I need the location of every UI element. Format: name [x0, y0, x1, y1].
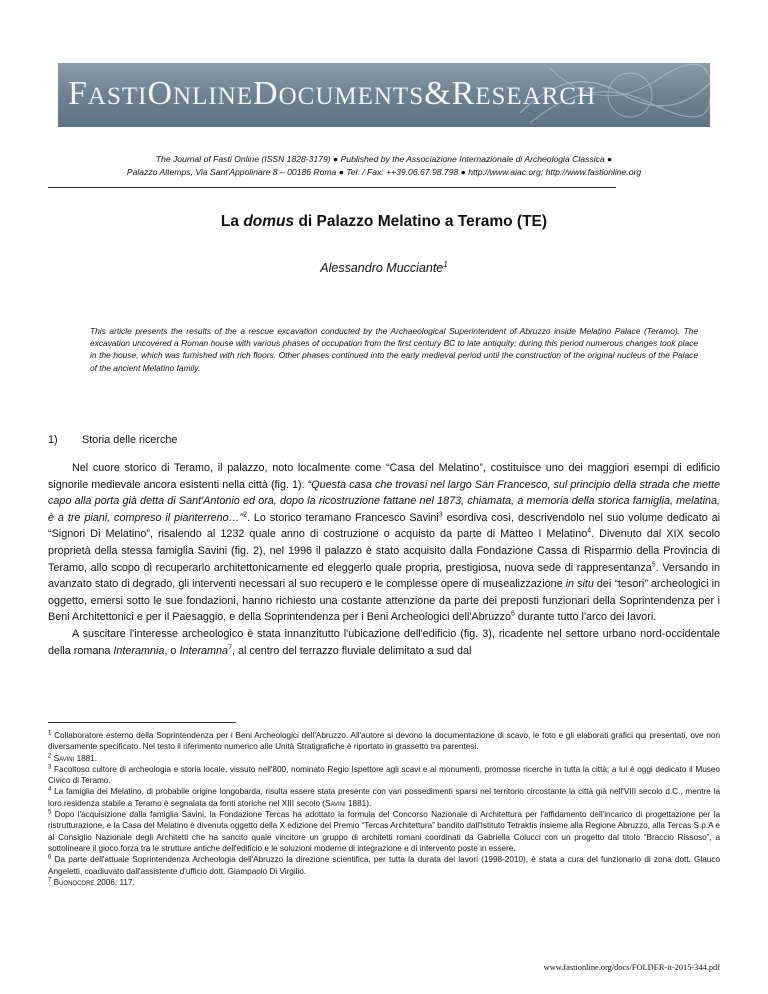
header-rule	[48, 187, 616, 188]
article-title: La domus di Palazzo Melatino a Teramo (TE)	[220, 213, 548, 230]
section-title: Storia delle ricerche	[82, 434, 178, 446]
footnote: $^6$ Da parte dell'attuale Soprintendenza Archeologia dell'Abruzzo la direzione scientifica, per tutta la durata dei lavori (1998-2010), è stata a cura del funzionario di zona dott. Glauco Angeletti, coadiuvato dall'assistente d'ufficio dott. Giampaolo Di Virgilio.	[48, 854, 721, 876]
footnote-ref[interactable]: 6	[511, 610, 515, 618]
journal-banner	[58, 63, 710, 127]
section-number: 1)	[48, 434, 58, 446]
footnote: $^3$ Facoltoso cultore di archeologia e storia locale, vissuto nell'800, nominato Regio Ispettore agli scavi e ai monumenti, promosse ricerche in tutta la città; a lui è oggi dedicato il Museo Civico di Teramo.	[48, 764, 720, 786]
footnote-ref[interactable]: 5	[651, 560, 656, 568]
footnote-ref[interactable]: 1	[443, 260, 448, 269]
body-text	[48, 460, 720, 659]
paragraph: Nel cuore storico di Teramo, il palazzo, noto localmente come “Casa del Melatino”, costituisce uno dei maggiori esempi di edificio signorile medievale ancora esistenti nella città (fig. 1). “Questa casa che trovasi nel largo San Francesco, sul principio della strada che mette capo alla porta già detta di Sant'Antonio ed ora, dopo la ricostruzione fattane nel 1873, chiamata, a memoria della storica famiglia, melatina, è a tre piani, compreso il pianterreno…”$^2$. Lo storico teramano Francesco Savini$^3$ esordiva così, descrivendolo nel suo volume dedicato ai “Signori Di Melatino”, risalendo al 1232 quale anno di costruzione o acquisto da parte di Matteo I Melatino$^4$. Divenuto dal XIX secolo proprietà della stessa famiglia Savini (fig. 2), nel 1996 il palazzo è stato acquisito dalla Fondazione Cassa di Risparmio della Provincia di Teramo, allo scopo di recuperarlo architettonicamente ed eleggerlo quale propria, prestigiosa, nuova sede di rappresentanza$^5$. Versando in avanzato stato di degrado, gli interventi necessari al suo recupero e le complesse opere di musealizzazione in situ dei “tesori” archeologici in oggetto, emersi sotto le sue fondazioni, hanno richiesto una costante attenzione da parte dei preposti funzionari della Soprintendenza per i Beni Architettonici e per il Paesaggio, e della Soprintendenza per i Beni Archeologici dell'Abruzzo$^6$ durante tutto l'arco dei lavori.	[48, 462, 721, 624]
journal-info	[40, 153, 728, 179]
footnote-ref[interactable]: 2	[243, 511, 247, 519]
article-author: Alessandro Mucciante$^1$	[320, 260, 448, 276]
footnote-rule	[48, 722, 236, 723]
footnotes	[48, 730, 720, 888]
journal-line-1: The Journal of Fasti Online (ISSN 1828-3179) ● Published by the Associazione Internazionale di Archeologia Classica ●	[155, 154, 613, 164]
banner-title: FASTIONLINEDOCUMENTS&RESEARCH	[68, 75, 597, 112]
footnote: $^4$ La famiglia dei Melatino, di probabile origine longobarda, risulta essere stata presente con vari possedimenti sparsi nel territorio circostante la città già nell'VIII secolo d.C., mentre la loro residenza stabile a Teramo è segnalata da fonti storiche nel XIII secolo (Savini 1881).	[48, 786, 720, 808]
journal-line-2: Palazzo Altemps, Via Sant'Appolinare 8 – 00186 Roma ● Tel. / Fax: ++39.06.67.98.798 ● http://www.aiac.org; http://www.fastionline.org	[126, 167, 642, 177]
document-url[interactable]: www.fastionline.org/docs/FOLDER-it-2015-344.pdf	[543, 963, 720, 972]
footnote-ref[interactable]: 3	[438, 511, 443, 519]
footnote: $^7$ Buonocore 2006: 117.	[48, 877, 135, 887]
paragraph: A suscitare l'interesse archeologico è stata innanzitutto l'ubicazione dell'edificio (fig. 3), ricadente nel settore urbano nord-occidentale della romana Interamnia, o Interamna$^7$, al centro del terrazzo fluviale delimitato a sud dal	[48, 627, 720, 657]
footnote-ref[interactable]: 4	[587, 527, 592, 535]
footnote: $^5$ Dopo l'acquisizione dalla famiglia Savini, la Fondazione Tercas ha adottato la formula del Concorso Nazionale di Architettura per l'affidamento dell'incarico di progettazione per la ristrutturazione, e la Casa del Melatino è divenuta oggetto della X edizione del Premio “Tercas Architettura” bandito dall'Istituto Tetraktis insieme alla Regione Abruzzo, alla Tercas S.p.A e al Consiglio Nazionale degli Architetti che ha sancito quale vincitore un gruppo di architetti romani coordinati da Gabriella Colucci con un progetto dal titolo “Braccio Rissoso”, a sottolineare il gioco forza tra le strutture antiche dell'edificio e le soluzioni moderne di integrazione e di intervento poste in essere.	[48, 809, 720, 853]
abstract: This article presents the results of the a rescue excavation conducted by the Archaeological Superintendent of Abruzzo inside Melatino Palace (Teramo). The excavation uncovered a Roman house with various phases of occupation from the first century BC to late antiquity; during this period numerous changes took place in the house, which was furnished with rich floors. Other phases continued into the early medieval period until the construction of the original nucleus of the Palace of the ancient Melatino family.	[90, 326, 698, 373]
footnote-ref[interactable]: 7	[228, 643, 232, 651]
footnote: $^2$ Savini 1881.	[48, 752, 98, 763]
footnote: $^1$ Collaboratore esterno della Soprintendenza per i Beni Archeologici dell'Abruzzo. All'autore si devono la documentazione di scavo, le foto e gli elaborati grafici qui presentati, ove non diversamente specificato. Nel testo il riferimento numerico alle Unità Stratigrafiche è riportato in grassetto tra parentesi.	[48, 730, 720, 752]
